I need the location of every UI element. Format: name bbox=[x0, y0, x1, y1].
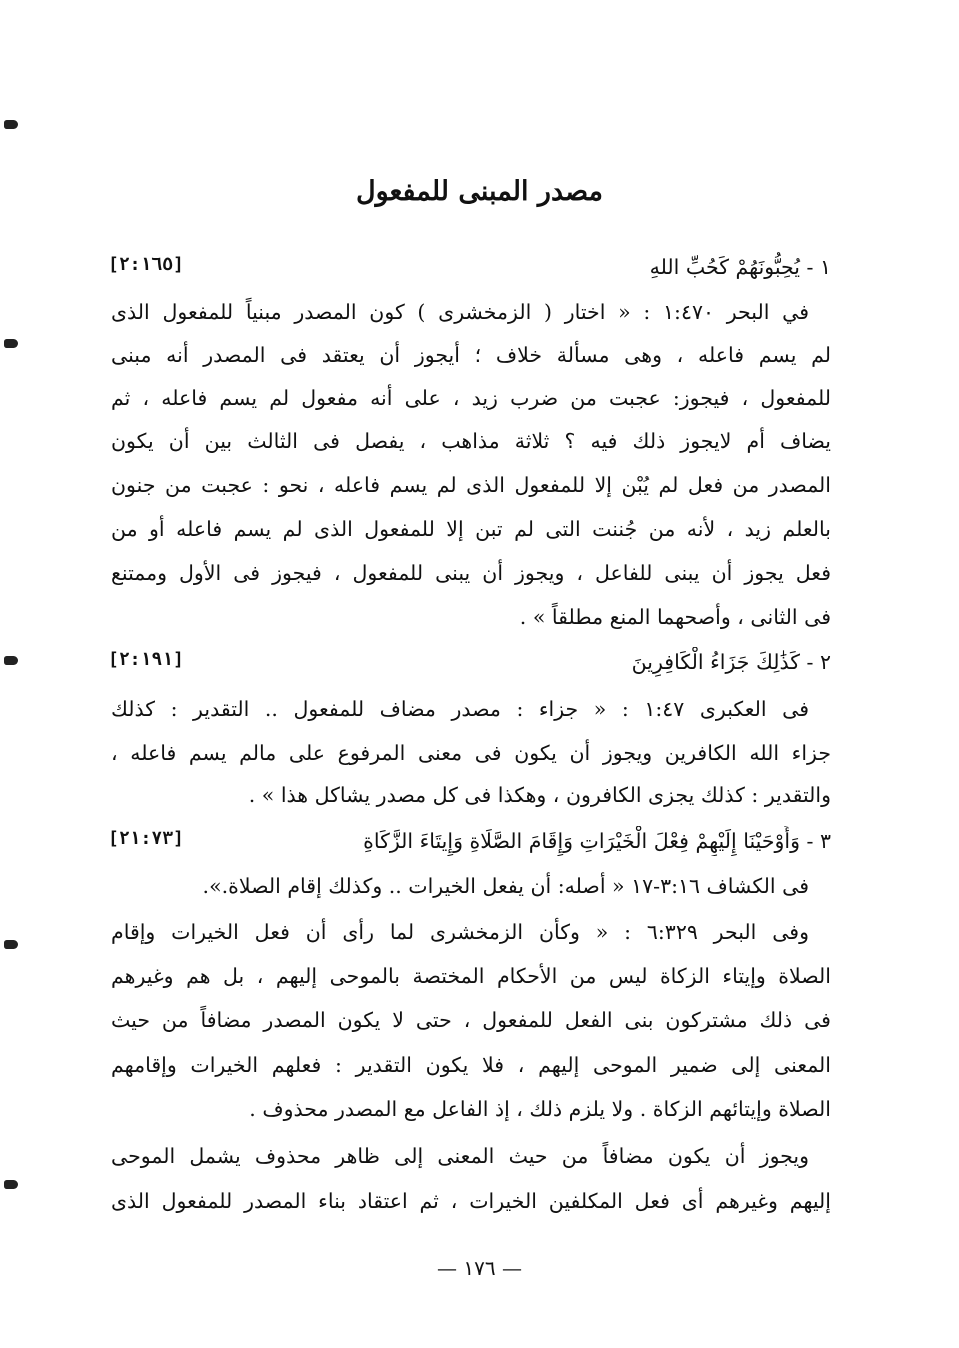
item-3-line-2: وفى البحر ٦:٣٢٩ : « وكأن الزمخشرى لما رأى أن فعل الخيرات وإقام bbox=[111, 920, 809, 944]
item-2-line-3: والتقدير : كذلك يجزى الكافرون ، وهكذا فى كل مصدر يشاكل هذا » . bbox=[248, 783, 831, 807]
item-3-heading bbox=[111, 826, 831, 856]
item-1-line-5: المصدر من فعل لم يُبْن إلا للمفعول الذى لم يسم فاعله ، نحو : عجبت من جنون bbox=[111, 473, 831, 497]
item-2-heading bbox=[111, 647, 831, 677]
item-1-line-1: في البحر ١:٤٧٠ : « اختار ( الزمخشرى ) كون المصدر مبنياً للمفعول الذى bbox=[111, 300, 809, 324]
item-3-line-7: ويجوز أن يكون مضافاً من حيث المعنى إلى ظاهر محذوف يشمل الموحى bbox=[111, 1144, 809, 1168]
item-1-ref: [٢:١٦٥] bbox=[108, 254, 184, 275]
item-1-number: ١ - bbox=[806, 255, 831, 279]
item-3-line-4: فى ذلك مشتركون بنى الفعل للمفعول ، حتى لا يكون المصدر مضافاً من حيث bbox=[111, 1008, 831, 1032]
item-2-verse: كَذَٰلِكَ جَزَاءُ الْكَافِرِينَ bbox=[631, 650, 800, 674]
scan-edge-mark bbox=[4, 120, 18, 129]
item-3-line-6: الصلاة وإيتائهم الزكاة . ولا يلزم ذلك ، إذ الفاعل مع المصدر محذوف . bbox=[249, 1097, 831, 1121]
item-1-verse: يُحِبُّونَهُمْ كَحُبِّ اللهِ bbox=[649, 255, 800, 279]
item-2-line-1: فى العكبرى ١:٤٧ : « جزاء : مصدر مضاف للمفعول .. التقدير : كذلك bbox=[111, 697, 809, 721]
item-1-line-8: فى الثانى ، وأصحهما المنع مطلقاً » . bbox=[519, 605, 831, 629]
item-2-line-2: جزاء الله الكافرين ويجوز أن يكون فى معنى المرفوع على مالم يسم فاعله ، bbox=[111, 741, 831, 765]
item-3-verse: وَأَوْحَيْنَا إِلَيْهِمْ فِعْلَ الْخَيْرَاتِ وَإِقَامَ الصَّلَاةِ وَإِيتَاءَ الزَّكَاةِ bbox=[363, 829, 800, 853]
scan-edge-mark bbox=[4, 940, 18, 949]
item-3-line-3: الصلاة وإيتاء الزكاة ليس من الأحكام المختصة بالموحى إليهم ، بل هم وغيرهم bbox=[111, 964, 831, 988]
item-3-line-5: المعنى إلى ضمير الموحى إليهم ، فلا يكون التقدير : فعلهم الخيرات وإقامهم bbox=[111, 1053, 831, 1077]
item-2-number: ٢ - bbox=[806, 650, 831, 674]
item-1-line-3: للمفعول ، فيجوز: عجبت من ضرب زيد ، على أنه مفعول لم يسم فاعله ، ثم bbox=[111, 386, 831, 410]
page-title: مصدر المبنى للمفعول bbox=[355, 176, 604, 207]
page-number: — ١٧٦ — bbox=[437, 1256, 522, 1280]
item-1-line-6: بالعلم زيد ، لأنه من جُننت التى لم تبن إلا للمفعول الذى لم يسم فاعله أو من bbox=[111, 517, 831, 541]
scan-edge-mark bbox=[4, 1180, 18, 1189]
item-1-heading bbox=[111, 252, 831, 282]
item-3-line-8: إليهم وغيرهم أى فعل المكلفين الخيرات ، ثم اعتقاد بناء المصدر للمفعول الذى bbox=[111, 1189, 831, 1213]
item-1-line-2: لم يسم فاعله ، وهى مسألة خلاف ؛ أيجوز أن يعتقد فى المصدر أنه مبنى bbox=[111, 343, 831, 367]
item-3-line-1: فى الكشاف ٣:١٦-١٧ « أصله: أن يفعل الخيرات .. وكذلك إقام الصلاة.». bbox=[202, 874, 809, 898]
scan-edge-mark bbox=[4, 656, 18, 665]
item-2-ref: [٢:١٩١] bbox=[108, 649, 184, 670]
item-3-ref: [٢١:٧٣] bbox=[108, 828, 184, 849]
item-1-line-4: يضاف أم لايجوز ذلك فيه ؟ ثلاثة مذاهب ، يفصل فى الثالث بين أن يكون bbox=[111, 429, 831, 453]
item-1-line-7: فعل يجوز أن يبنى للفاعل ، ويجوز أن يبنى للمفعول ، فيجوز فى الأول وممتنع bbox=[111, 561, 831, 585]
item-3-number: ٣ - bbox=[806, 829, 831, 853]
scan-edge-mark bbox=[4, 339, 18, 348]
